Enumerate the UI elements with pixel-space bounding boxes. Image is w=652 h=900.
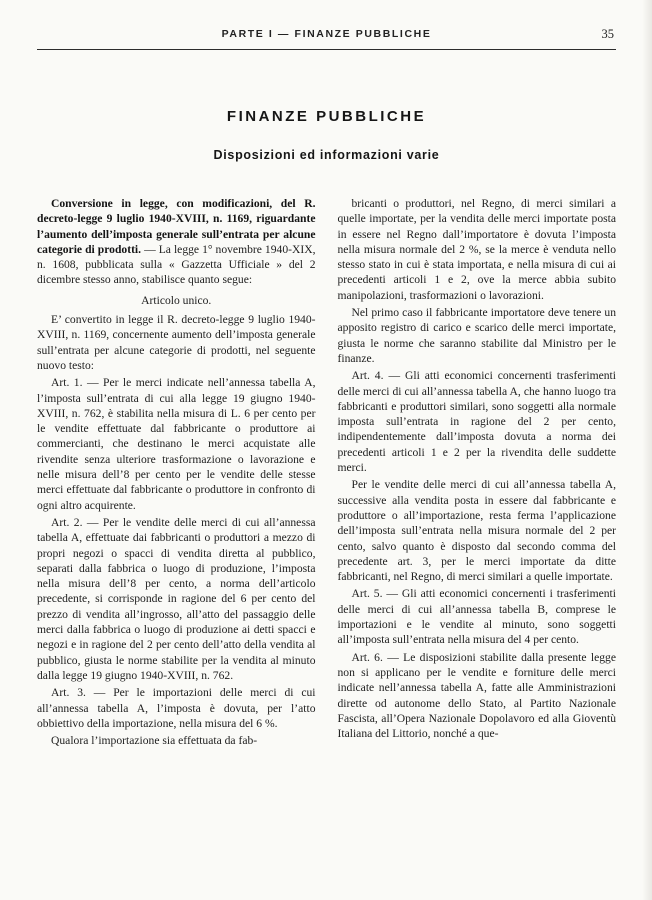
page-header	[37, 28, 616, 50]
running-head-title: PARTE I — FINANZE PUBBLICHE	[221, 28, 432, 40]
section-subtitle: Disposizioni ed informazioni varie	[213, 148, 440, 162]
column-left	[37, 196, 316, 750]
paragraph: Art. 6. — Le disposizioni stabilite dalla presente legge non si applicano per le vendite e forniture delle merci indicate nell’annessa tabella A, fatte alle Amministrazioni dirette od autonome dello Stato, al Partito Nazionale Fascista, all’Opera Nazionale Dopolavoro ed alla Gioventù Italiana del Littorio, nonché a que-	[337, 650, 616, 741]
column-right	[338, 196, 617, 750]
paragraph: E’ convertito in legge il R. decreto-legge 9 luglio 1940-XVIII, n. 1169, concernente aumento dell’imposta generale sull’entrata per alcune categorie di prodotti, nel seguente nuovo testo:	[37, 313, 316, 372]
paragraph: Nel primo caso il fabbricante importatore deve tenere un apposito registro di carico e scarico delle merci importate, giusta le norme che saranno stabilite dal Ministro per le finanze.	[337, 306, 616, 365]
paragraph: bricanti o produttori, nel Regno, di merci similari a quelle importate, per la vendita delle merci importate posta in essere nel Regno dall’importatore è dovuta l’imposta nella misura normale del 2 %, se la merce è venduta nello stesso stato in cui è stata importata, e nella misura di cui ai precedenti articoli 1 e 2, ove la merce abbia subito manipolazioni, trasformazioni o lavorazioni.	[337, 197, 616, 302]
paragraph: Articolo unico.	[141, 293, 212, 307]
paragraph: Art. 4. — Gli atti economici concernenti trasferimenti delle merci di cui all’annessa tabella A, che hanno luogo tra fabbricanti e produttori similari, sono soggetti alla normale imposta sull’entrata in ragione del 2 per cento, indipendentemente dall’imposta dovuta a norma dei precedenti articoli 1 e 2 per la rivendita delle suddette merci.	[337, 369, 616, 475]
paragraph: Per le vendite delle merci di cui all’annessa tabella A, successive alla vendita posta in essere dal fabbricante e produttore o all’importazione, resta ferma l’applicazione dell’imposta sull’entrata nella misura normale del 2 per cento, salvo quanto è disposto dal secondo comma del precedente art. 3, per le merci importate da ditte fabbricanti, nel Regno, di merci similari a quelle importate.	[337, 478, 616, 584]
paragraph: Qualora l’importazione sia effettuata da fab-	[51, 734, 258, 748]
paragraph: Art. 1. — Per le merci indicate nell’annessa tabella A, l’imposta sull’entrata di cui alla legge 19 giugno 1940-XVIII, n. 762, è stabilita nella misura di L. 6 per cento per le vendite effettuate dal fabbricante o produttore ai commercianti, che destinano le merci acquistate alle rivendite senza ulteriore trasformazione o lavorazione e nelle misura dell’8 per cento per le vendite delle stesse merci effettuate dal fabbricante o produttore in confronto di ogni altro acquirente.	[37, 376, 316, 512]
section-title: FINANZE PUBBLICHE	[226, 108, 427, 125]
paragraph: Conversione in legge, con modificazioni, del R. decreto-legge 9 luglio 1940-XVIII, n. 1169, riguardante l’aumento dell’imposta generale sull’entrata per alcune categorie di prodotti. — La legge 1° novembre 1940-XIX, n. 1608, pubblicata sulla « Gazzetta Ufficiale » del 2 dicembre stesso anno, stabilisce quanto segue:	[37, 197, 316, 287]
text-columns	[37, 196, 616, 750]
paragraph: Art. 3. — Per le importazioni delle merci di cui all’annessa tabella A, l’imposta è dovuta, per l’atto obbiettivo della importazione, nella misura del 6 %.	[37, 686, 316, 730]
paragraph: Art. 2. — Per le vendite delle merci di cui all’annessa tabella A, effettuate dai fabbricanti o produttori a mezzo di propri negozi o spacci di vendita diretta al pubblico, separati dalla fabbrica o luogo di produzione, l’imposta nella misura dell’8 per cento, a norma dell’articolo precedente, si corrisponde in ragione del 6 per cento del prezzo di vendita all’ingrosso, all’atto del passaggio delle merci dalla fabbrica o luogo di produzione ai detti spacci e negozi e in ragione del 2 per cento dell’atto della vendita al pubblico, giusta le norme stabilite per la vendita al minuto dalla legge 19 giugno 1940-XVIII, n. 762.	[37, 515, 316, 682]
page-number: 35	[601, 27, 614, 41]
paragraph: Art. 5. — Gli atti economici concernenti i trasferimenti delle merci di cui all’annessa tabella B, comprese le importazioni e le vendite al minuto, sono soggetti all’imposta sull’entrata nella misura del 4 per cento.	[337, 587, 616, 647]
